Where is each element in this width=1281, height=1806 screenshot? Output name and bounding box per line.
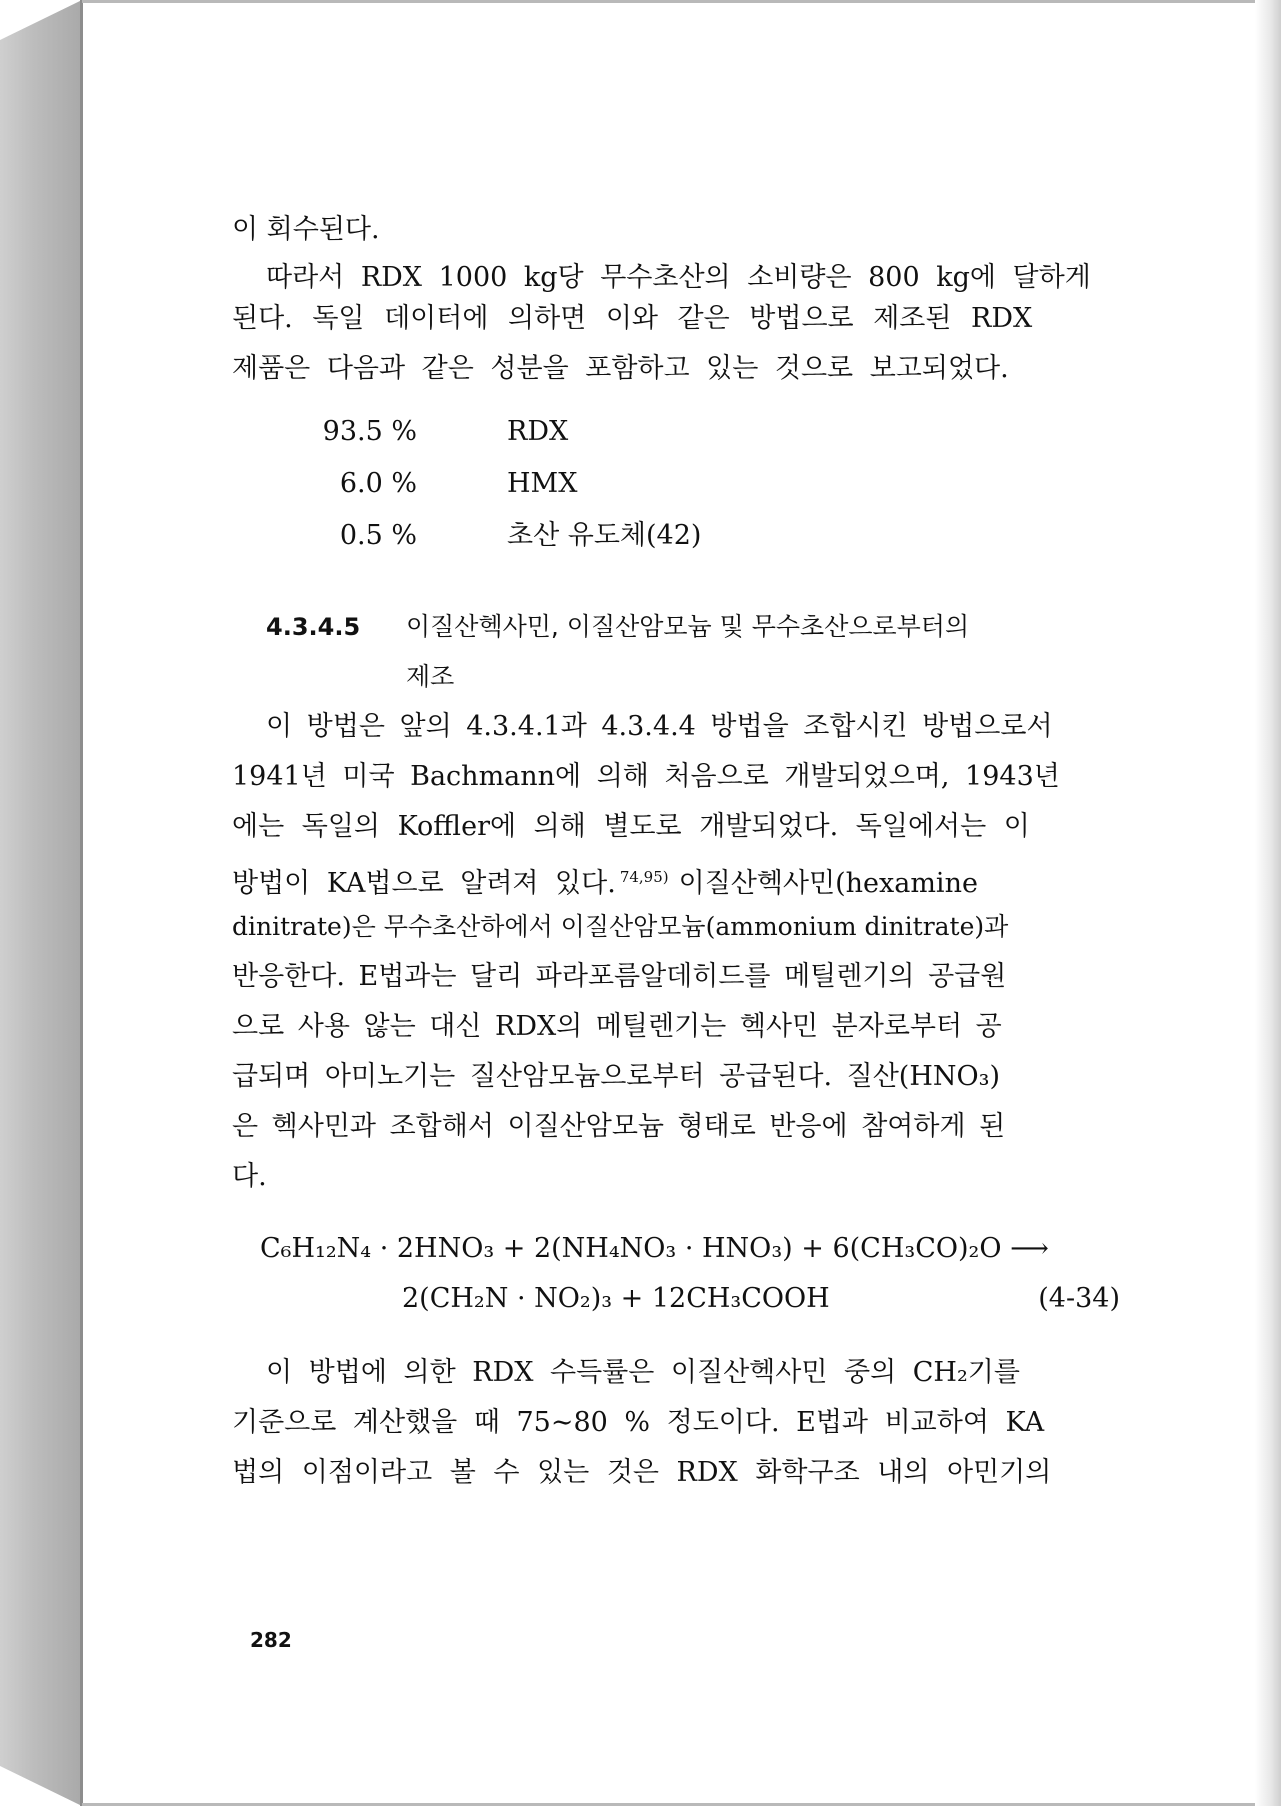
text-line: 반응한다. E법과는 달리 파라포름알데히드를 메틸렌기의 공급원 [232, 961, 1007, 992]
text-line: 이 회수된다. [232, 214, 380, 245]
book-spine [0, 0, 82, 1806]
text-line: 이 방법에 의한 RDX 수득률은 이질산헥사민 중의 CH₂기를 [266, 1357, 1020, 1388]
book-spine-edge [80, 0, 83, 1806]
section-title-line: 제조 [406, 662, 455, 691]
chemical-equation [232, 1224, 1120, 1324]
composition-percent: 0.5 % [339, 520, 417, 551]
text-span: 방법이 KA법으로 알려져 있다. [232, 868, 616, 899]
section-title [406, 602, 969, 702]
text-span: 이질산헥사민(hexamine [678, 868, 978, 899]
text-line: 급되며 아미노기는 질산암모늄으로부터 공급된다. 질산(HNO₃) [232, 1061, 1000, 1092]
text-line: 1941년 미국 Bachmann에 의해 처음으로 개발되었으며, 1943년 [232, 761, 1060, 792]
paragraph-ka-method [232, 702, 1120, 1202]
page-top-border [82, 0, 1281, 3]
text-line: dinitrate)은 무수초산하에서 이질산암모늄(ammonium dinitrate)과 [232, 912, 1009, 941]
page-right-shadow [1255, 0, 1281, 1806]
composition-percent: 93.5 % [322, 416, 417, 447]
composition-name: RDX [507, 416, 569, 447]
paragraph-yield [232, 1348, 1120, 1498]
text-line: 은 헥사민과 조합해서 이질산암모늄 형태로 반응에 참여하게 된 [232, 1111, 1006, 1142]
composition-row [232, 458, 1120, 510]
equation-rhs-row [232, 1274, 1120, 1324]
composition-name: 초산 유도체(42) [507, 520, 702, 551]
equation-number: (4-34) [1038, 1283, 1120, 1314]
text-line [232, 852, 1120, 902]
text-line: 이 방법은 앞의 4.3.4.1과 4.3.4.4 방법을 조합시킨 방법으로서 [266, 711, 1053, 742]
section-number: 4.3.4.5 [266, 613, 361, 641]
composition-percent: 6.0 % [339, 468, 417, 499]
text-line [232, 255, 1120, 294]
text-line: 으로 사용 않는 대신 RDX의 메틸렌기는 헥사민 분자로부터 공 [232, 1011, 1002, 1042]
page-number: 282 [250, 1628, 292, 1652]
paragraph-acetic-anhydride [232, 255, 1120, 394]
text-line: 다. [232, 1161, 267, 1192]
reference-superscript: 74,95) [619, 868, 669, 886]
paragraph-continuation [232, 205, 1120, 255]
composition-table [232, 406, 1120, 562]
text-line: 된다. 독일 데이터에 의하면 이와 같은 방법으로 제조된 RDX [232, 303, 1033, 334]
text-line: 에는 독일의 Koffler에 의해 별도로 개발되었다. 독일에서는 이 [232, 811, 1030, 842]
section-heading [232, 602, 1120, 702]
text-line: 기준으로 계산했을 때 75∼80 % 정도이다. E법과 비교하여 KA [232, 1407, 1045, 1438]
text-span: 따라서 RDX 1000 kg당 무수초산의 소비량은 800 kg에 달하게 [266, 262, 1091, 293]
section-title-line: 이질산헥사민, 이질산암모늄 및 무수초산으로부터의 [406, 612, 970, 641]
text-line: 제품은 다음과 같은 성분을 포함하고 있는 것으로 보고되었다. [232, 353, 1009, 384]
composition-row [232, 406, 1120, 458]
text-line: 법의 이점이라고 볼 수 있는 것은 RDX 화학구조 내의 아민기의 [232, 1457, 1052, 1488]
equation-rhs: 2(CH₂N · NO₂)₃ + 12CH₃COOH [402, 1283, 830, 1314]
page-content [232, 205, 1120, 1498]
composition-row [232, 510, 1120, 562]
equation-lhs: C₆H₁₂N₄ · 2HNO₃ + 2(NH₄NO₃ · HNO₃) + 6(CH₃CO)₂O ⟶ [260, 1233, 1049, 1264]
composition-name: HMX [507, 468, 578, 499]
